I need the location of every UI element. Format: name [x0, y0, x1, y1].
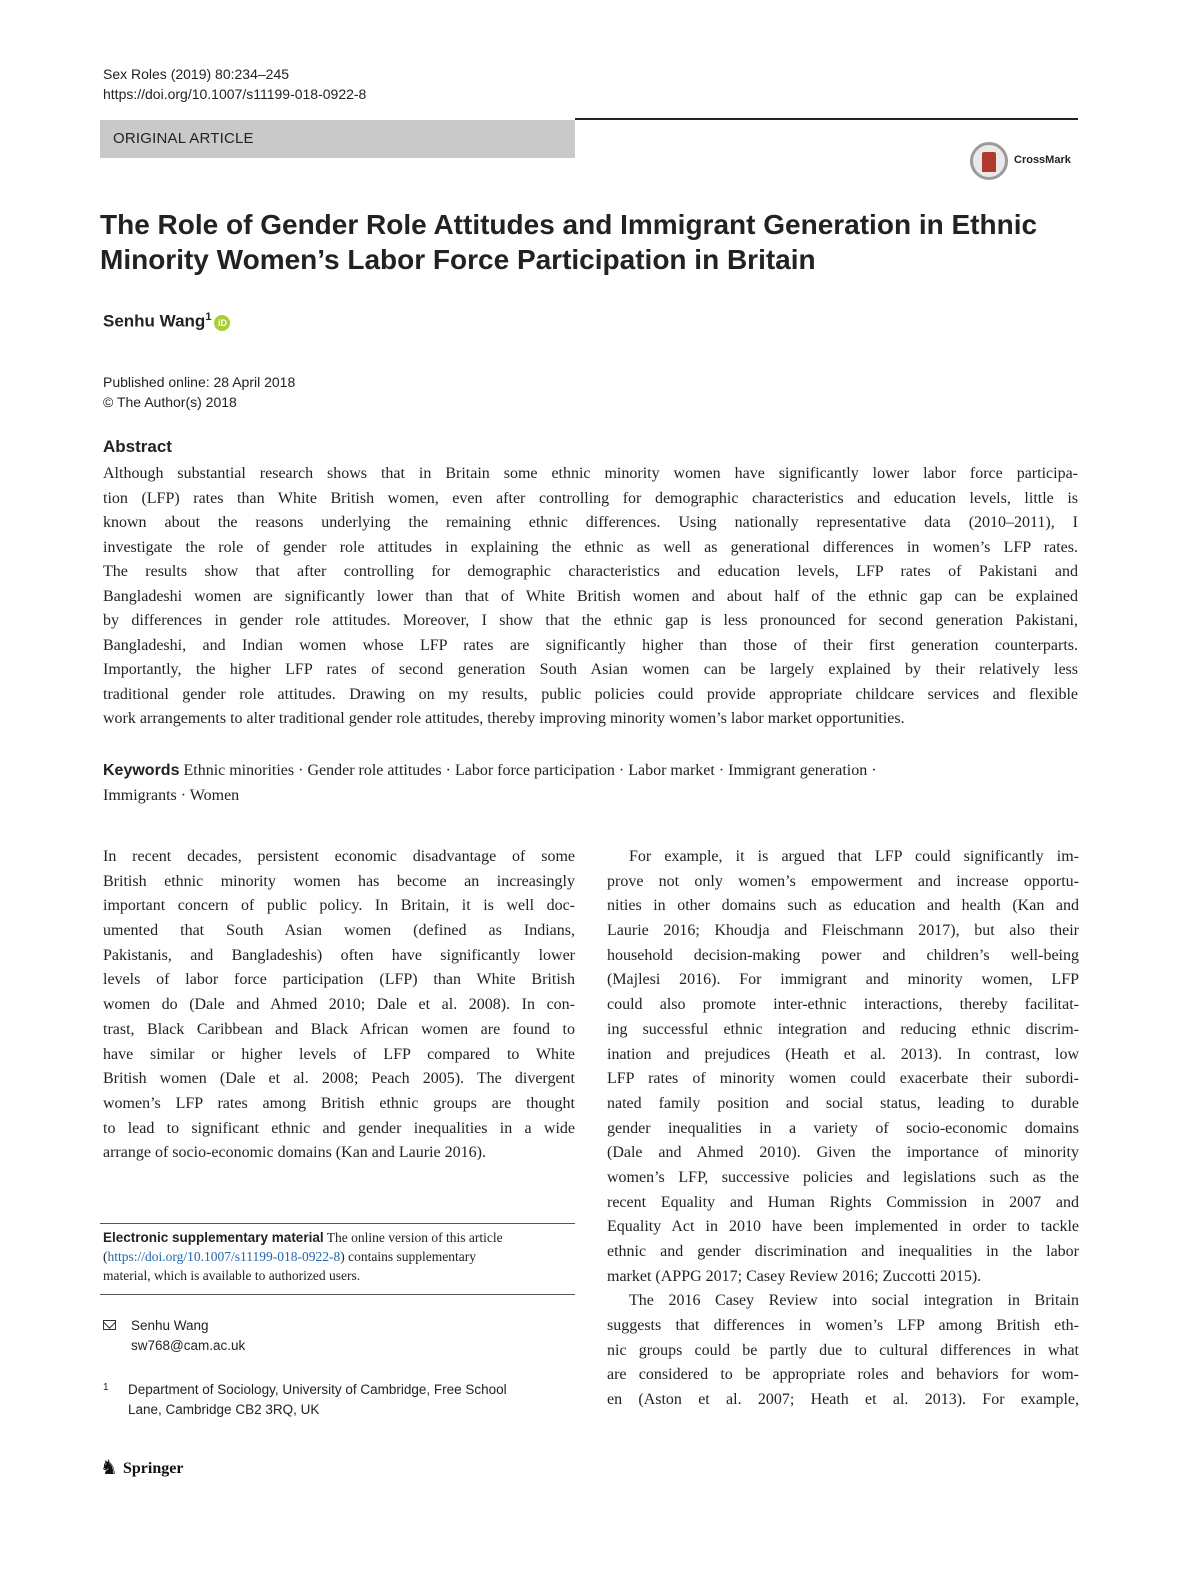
keywords-label: Keywords — [103, 762, 180, 779]
published-date: Published online: 28 April 2018 — [103, 374, 296, 390]
copyright: © The Author(s) 2018 — [103, 394, 237, 410]
body-line: ing successful ethnic integration and reducing ethnic discrim- — [607, 1020, 1079, 1038]
footnote-rule — [100, 1294, 575, 1295]
body-line: suggests that differences in women’s LFP among British eth- — [607, 1317, 1079, 1335]
article-title — [100, 207, 1080, 277]
body-line: trast, Black Caribbean and Black African women are found to — [103, 1020, 575, 1038]
supplementary-link[interactable]: https://doi.org/10.1007/s11199-018-0922-8 — [107, 1249, 341, 1264]
abstract-line: Bangladeshi, and Indian women whose LFP rates are significantly higher than those of their first generation counterparts. — [103, 636, 1078, 654]
footnote-rule — [100, 1223, 575, 1224]
body-line: market (APPG 2017; Casey Review 2016; Zuccotti 2015). — [607, 1267, 982, 1285]
body-line: are considered to be appropriate roles and behaviors for wom- — [607, 1366, 1079, 1384]
keywords — [103, 758, 1078, 808]
body-line: women’s LFP rates among British ethnic groups are thought — [103, 1094, 575, 1112]
journal-line: Sex Roles (2019) 80:234–245 — [103, 66, 290, 82]
body-line: ination and prejudices (Heath et al. 2013). In contrast, low — [607, 1045, 1079, 1063]
abstract-line: by differences in gender role attitudes. Moreover, I show that the ethnic gap is less pronounced for second generation Pakistani, — [103, 612, 1078, 629]
contact-email[interactable]: sw768@cam.ac.uk — [131, 1338, 246, 1353]
springer-horse-icon: ♞ — [100, 1457, 118, 1479]
body-line: Equality Act in 2010 have been implemented in order to tackle — [607, 1218, 1079, 1236]
supplementary-text: material, which is available to authorized users. — [103, 1268, 361, 1283]
crossmark-icon — [970, 142, 1008, 180]
body-line: British women (Dale et al. 2008; Peach 2005). The divergent — [103, 1070, 575, 1088]
body-line: have similar or higher levels of LFP compared to White — [103, 1045, 575, 1063]
article-type-label: ORIGINAL ARTICLE — [113, 130, 254, 147]
orcid-icon[interactable]: iD — [214, 315, 230, 331]
abstract-line: known about the reasons underlying the remaining ethnic differences. Using nationally representative data (2010–2011), I — [103, 514, 1078, 531]
body-line: ethnic and gender discrimination and inequalities in the labor — [607, 1243, 1079, 1260]
body-line: arrange of socio-economic domains (Kan and Laurie 2016). — [103, 1144, 486, 1162]
affiliation-number: 1 — [103, 1382, 109, 1393]
supplementary-label: Electronic supplementary material — [103, 1230, 324, 1245]
title-line: Minority Women’s Labor Force Participation in Britain — [100, 244, 816, 275]
body-line: For example, it is argued that LFP could significantly im- — [629, 848, 1079, 865]
abstract-line: tion (LFP) rates than White British women, even after controlling for demographic characteristics and education levels, little is — [103, 489, 1078, 507]
body-left-column — [103, 845, 575, 1166]
abstract-body — [103, 462, 1078, 732]
body-line: could also promote inter-ethnic interactions, thereby facilitat- — [607, 996, 1079, 1014]
publisher-name: Springer — [123, 1460, 184, 1477]
keywords-line: Immigrants · Women — [103, 787, 240, 804]
supplementary-text: contains supplementary — [348, 1249, 476, 1264]
affiliation-mark: 1 — [205, 311, 212, 323]
supplementary-text: The online version of this article — [326, 1230, 503, 1245]
abstract-line: traditional gender role attitudes. Drawing on my results, public policies could provide appropriate childcare services and flexible — [103, 685, 1078, 703]
body-line: Pakistanis, and Bangladeshis) often have significantly lower — [103, 946, 575, 964]
abstract-line: Importantly, the higher LFP rates of second generation South Asian women can be largely explained by their relatively less — [103, 661, 1078, 678]
body-line: women do (Dale and Ahmed 2010; Dale et al. 2008). In con- — [103, 996, 575, 1014]
author-line — [103, 311, 230, 332]
abstract-line: The results show that after controlling for demographic characteristics and education levels, LFP rates of Pakistani and — [103, 563, 1078, 580]
header-rule — [575, 118, 1078, 120]
author-name: Senhu Wang — [103, 311, 206, 331]
body-line: (Majlesi 2016). For immigrant and minority women, LFP — [607, 971, 1079, 989]
article-type-bar — [100, 120, 575, 158]
body-line: nated family position and social status, leading to durable — [607, 1094, 1079, 1112]
keywords-line: Ethnic minorities · Gender role attitudes · Labor force participation · Labor market · Immigrant generation · — [183, 762, 877, 779]
body-line: British ethnic minority women has become an increasingly — [103, 872, 575, 890]
body-line: In recent decades, persistent economic disadvantage of some — [103, 848, 575, 865]
abstract-heading: Abstract — [103, 437, 172, 456]
body-line: nities in other domains such as education and health (Kan and — [607, 897, 1079, 915]
supplementary-footnote: Electronic supplementary material The online version of this article (https://doi.org/10.1007/s11199-018-0922-8) contains supplementary material, which is available to authorized users. — [103, 1228, 573, 1285]
journal-citation — [103, 64, 366, 104]
body-line: levels of labor force participation (LFP) than White British — [103, 971, 575, 989]
abstract-line: Bangladeshi women are significantly lower than that of White British women and about half of the ethnic gap can be explained — [103, 587, 1078, 605]
publication-info — [103, 372, 295, 412]
body-right-column — [607, 845, 1079, 1413]
doi-link[interactable]: https://doi.org/10.1007/s11199-018-0922-8 — [103, 86, 367, 102]
abstract-line: Although substantial research shows that in Britain some ethnic minority women have significantly lower labor force participa- — [103, 465, 1078, 482]
crossmark-label: CrossMark — [1014, 154, 1071, 166]
springer-logo — [100, 1456, 200, 1482]
body-line: en (Aston et al. 2007; Heath et al. 2013). For example, — [607, 1391, 1079, 1409]
body-line: prove not only women’s empowerment and increase opportu- — [607, 872, 1079, 890]
envelope-icon — [103, 1320, 116, 1330]
body-line: important concern of public policy. In Britain, it is well doc- — [103, 897, 575, 915]
body-line: (Dale and Ahmed 2010). Given the importance of minority — [607, 1144, 1079, 1162]
body-line: gender inequalities in a variety of socio-economic domains — [607, 1119, 1079, 1137]
body-line: to lead to significant ethnic and gender inequalities in a wide — [103, 1119, 575, 1137]
body-line: women’s LFP, successive policies and legislations such as the — [607, 1168, 1079, 1186]
body-line: umented that South Asian women (defined as Indians, — [103, 922, 575, 940]
abstract-line: work arrangements to alter traditional gender role attitudes, thereby improving minority women’s labor market opportunities. — [103, 710, 905, 727]
body-line: Laurie 2016; Khoudja and Fleischmann 2017), but also their — [607, 922, 1079, 940]
body-line: household decision-making power and children’s well-being — [607, 946, 1079, 964]
title-line: The Role of Gender Role Attitudes and Immigrant Generation in Ethnic — [100, 209, 1038, 240]
body-line: The 2016 Casey Review into social integration in Britain — [629, 1292, 1079, 1310]
body-line: LFP rates of minority women could exacerbate their subordi- — [607, 1070, 1079, 1088]
abstract-line: investigate the role of gender role attitudes in explaining the ethnic as well as generational differences in women’s LFP rates. — [103, 538, 1078, 556]
body-line: recent Equality and Human Rights Commission in 2007 and — [607, 1193, 1079, 1211]
affiliation-line: Lane, Cambridge CB2 3RQ, UK — [128, 1402, 320, 1417]
body-line: nic groups could be partly due to cultural differences in what — [607, 1341, 1079, 1359]
affiliation-line: Department of Sociology, University of Cambridge, Free School — [128, 1382, 507, 1397]
crossmark-badge[interactable] — [970, 142, 1082, 186]
contact-name: Senhu Wang — [131, 1318, 209, 1333]
